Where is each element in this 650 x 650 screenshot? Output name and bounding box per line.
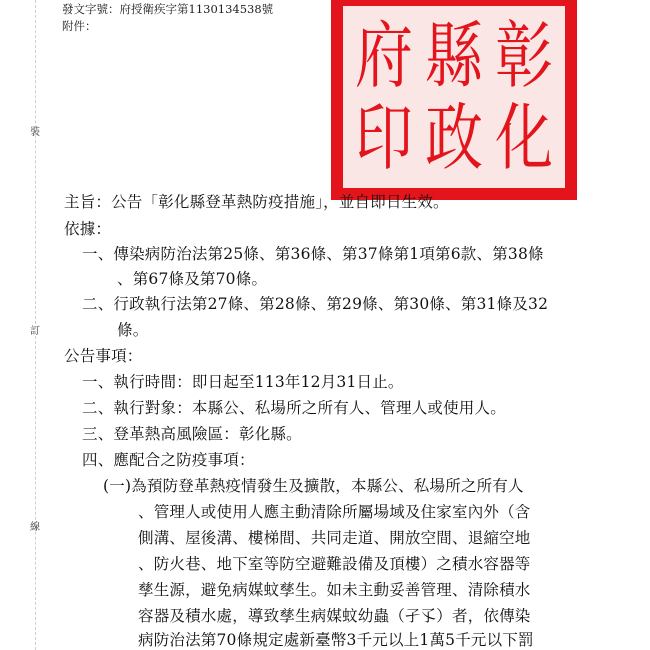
margin-mark-xian: 線 [30, 522, 40, 533]
sub-item-1-line: 、管理人或使用人應主動清除所屬場域及住家室內外（含 [138, 503, 531, 521]
seal-char: 印 [355, 95, 414, 181]
doc-number: 發文字號：府授衛疾字第1130134538號 [62, 2, 274, 16]
sub-item-1-line: 容器及積水處，導致孳生病媒蚊幼蟲（孑孓）者，依傳染 [138, 607, 531, 625]
sub-item-1-line: 側溝、屋後溝、樓梯間、共同走道、開放空間、退縮空地 [138, 529, 531, 547]
basis-title: 依據： [64, 220, 112, 238]
notice-item-2: 二、執行對象：本縣公、私場所之所有人、管理人或使用人。 [82, 399, 506, 417]
sub-item-1-line: (一)為預防登革熱疫情發生及擴散，本縣公、私場所之所有人 [103, 477, 524, 495]
seal-char: 縣 [425, 13, 484, 99]
notice-item-1: 一、執行時間：即日起至113年12月31日止。 [82, 373, 404, 391]
seal-char: 政 [425, 95, 484, 181]
basis-item-2-cont: 條。 [117, 321, 149, 339]
basis-item-1-cont: 、第67條及第70條。 [117, 270, 268, 288]
notice-title: 公告事項： [64, 347, 143, 365]
seal-char: 化 [495, 95, 554, 181]
attachment-label: 附件： [62, 19, 97, 33]
margin-mark-ding: 訂 [30, 326, 40, 337]
seal-inner [343, 6, 565, 188]
margin-mark-zhuang: 裝 [30, 127, 40, 138]
subject-line: 主旨：公告「彰化縣登革熱防疫措施」，並自即日生效。 [64, 193, 449, 211]
basis-item-2: 二、行政執行法第27條、第28條、第29條、第30條、第31條及32 [82, 295, 549, 313]
notice-item-4: 四、應配合之防疫事項： [82, 451, 255, 469]
notice-item-3: 三、登革熱高風險區：彰化縣。 [82, 425, 302, 443]
sub-item-1-line: 病防治法第70條規定處新臺幣3千元以上1萬5千元以下罰 [138, 631, 534, 649]
seal-characters [355, 15, 553, 179]
basis-item-1: 一、傳染病防治法第25條、第36條、第37條第1項第6款、第38條 [82, 245, 544, 263]
seal-char: 彰 [495, 13, 554, 99]
seal-char: 府 [355, 13, 414, 99]
official-seal [331, 0, 577, 200]
sub-item-1-line: 、防火巷、地下室等防空避難設備及頂樓）之積水容器等 [138, 555, 531, 573]
sub-item-1-line: 孳生源，避免病媒蚊孳生。如未主動妥善管理、清除積水 [138, 581, 531, 599]
